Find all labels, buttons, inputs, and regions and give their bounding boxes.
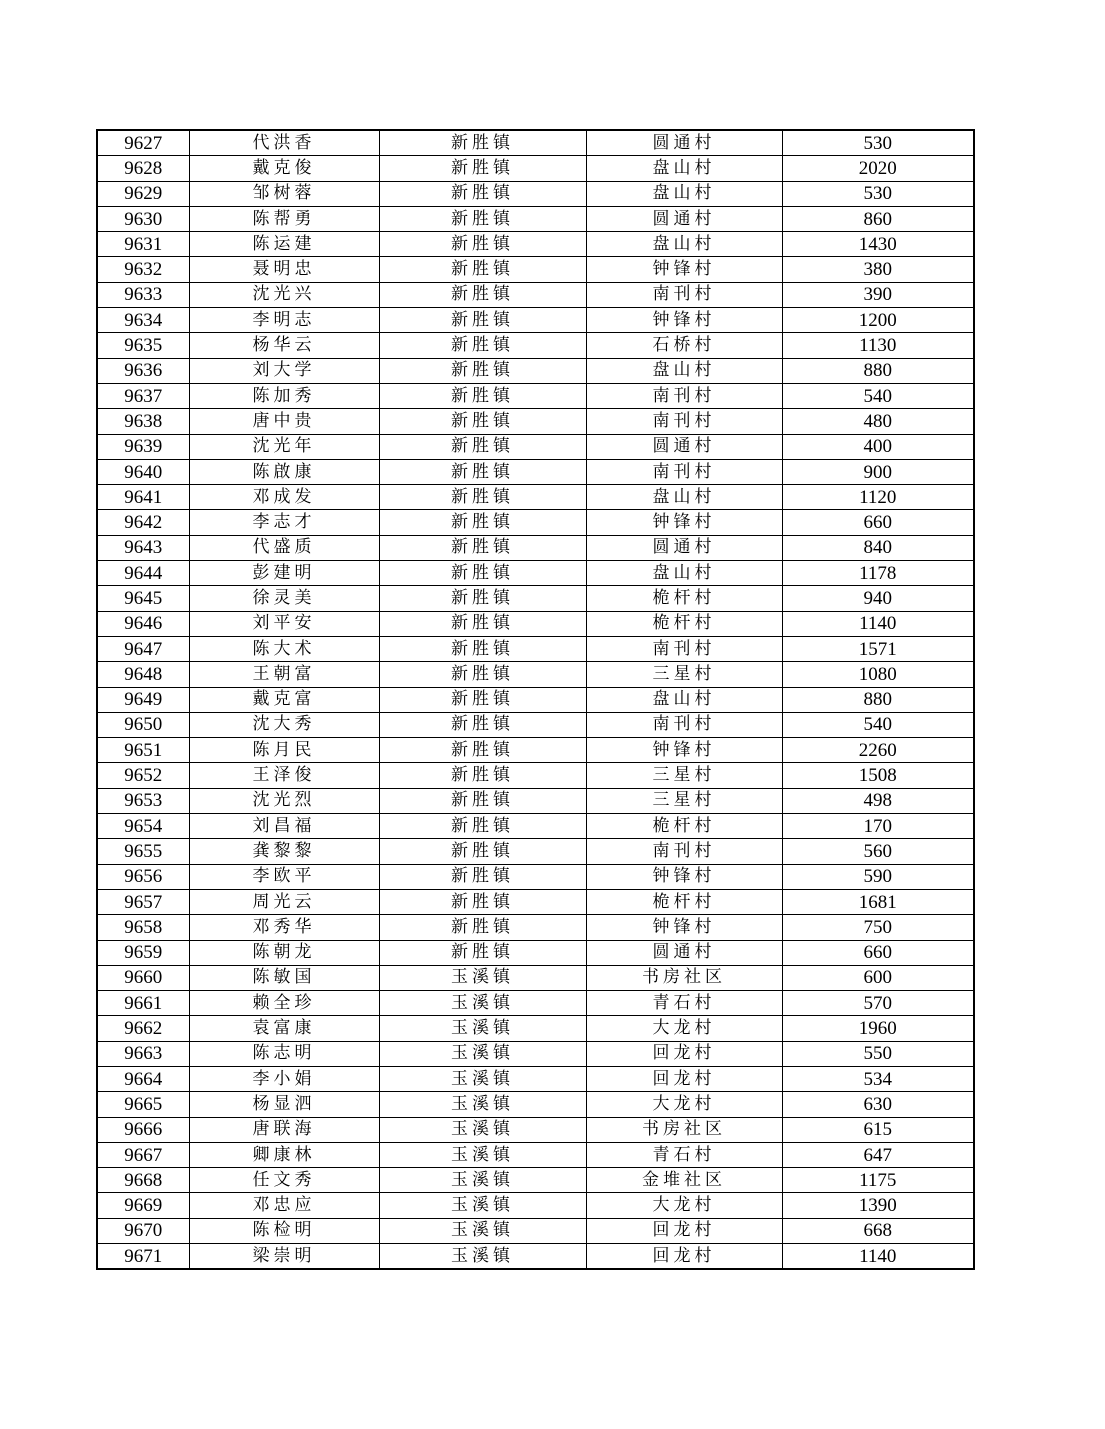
name-cell: 沈光烈	[189, 788, 379, 813]
village-cell: 南刊村	[586, 459, 782, 484]
village-cell: 盘山村	[586, 561, 782, 586]
village-cell: 桅杆村	[586, 889, 782, 914]
name-cell: 唐中贵	[189, 409, 379, 434]
row-id-cell: 9658	[97, 915, 189, 940]
row-id-cell: 9664	[97, 1066, 189, 1091]
name-cell: 王朝富	[189, 662, 379, 687]
row-id-cell: 9669	[97, 1193, 189, 1218]
village-cell: 南刊村	[586, 712, 782, 737]
name-cell: 陈大术	[189, 636, 379, 661]
name-cell: 刘大学	[189, 358, 379, 383]
town-cell: 新胜镇	[379, 206, 586, 231]
village-cell: 桅杆村	[586, 611, 782, 636]
town-cell: 新胜镇	[379, 510, 586, 535]
row-id-cell: 9671	[97, 1244, 189, 1270]
name-cell: 陈啟康	[189, 459, 379, 484]
amount-cell: 615	[782, 1117, 974, 1142]
row-id-cell: 9645	[97, 586, 189, 611]
town-cell: 新胜镇	[379, 333, 586, 358]
name-cell: 周光云	[189, 889, 379, 914]
town-cell: 玉溪镇	[379, 1142, 586, 1167]
village-cell: 回龙村	[586, 1066, 782, 1091]
amount-cell: 880	[782, 358, 974, 383]
table-row	[97, 1168, 974, 1193]
row-id-cell: 9635	[97, 333, 189, 358]
town-cell: 新胜镇	[379, 738, 586, 763]
table-row	[97, 561, 974, 586]
row-id-cell: 9670	[97, 1218, 189, 1243]
amount-cell: 400	[782, 434, 974, 459]
amount-cell: 1681	[782, 889, 974, 914]
village-cell: 青石村	[586, 991, 782, 1016]
name-cell: 彭建明	[189, 561, 379, 586]
table-row	[97, 1117, 974, 1142]
amount-cell: 530	[782, 130, 974, 156]
table-row	[97, 181, 974, 206]
amount-cell: 860	[782, 206, 974, 231]
town-cell: 玉溪镇	[379, 1092, 586, 1117]
village-cell: 回龙村	[586, 1041, 782, 1066]
village-cell: 盘山村	[586, 156, 782, 181]
town-cell: 新胜镇	[379, 662, 586, 687]
table-row	[97, 712, 974, 737]
amount-cell: 600	[782, 965, 974, 990]
row-id-cell: 9651	[97, 738, 189, 763]
name-cell: 代洪香	[189, 130, 379, 156]
table-row	[97, 738, 974, 763]
row-id-cell: 9638	[97, 409, 189, 434]
town-cell: 玉溪镇	[379, 1244, 586, 1270]
row-id-cell: 9634	[97, 308, 189, 333]
town-cell: 玉溪镇	[379, 965, 586, 990]
amount-cell: 1130	[782, 333, 974, 358]
table-row	[97, 130, 974, 156]
amount-cell: 2260	[782, 738, 974, 763]
village-cell: 三星村	[586, 788, 782, 813]
village-cell: 三星村	[586, 763, 782, 788]
amount-cell: 1571	[782, 636, 974, 661]
table-row	[97, 687, 974, 712]
name-cell: 戴克富	[189, 687, 379, 712]
name-cell: 徐灵美	[189, 586, 379, 611]
table-row	[97, 1066, 974, 1091]
village-cell: 三星村	[586, 662, 782, 687]
name-cell: 卿康林	[189, 1142, 379, 1167]
town-cell: 玉溪镇	[379, 991, 586, 1016]
town-cell: 新胜镇	[379, 181, 586, 206]
table-row	[97, 206, 974, 231]
row-id-cell: 9632	[97, 257, 189, 282]
amount-cell: 840	[782, 535, 974, 560]
name-cell: 李志才	[189, 510, 379, 535]
amount-cell: 170	[782, 814, 974, 839]
name-cell: 李欧平	[189, 864, 379, 889]
village-cell: 钟锋村	[586, 864, 782, 889]
village-cell: 钟锋村	[586, 510, 782, 535]
table-row	[97, 1244, 974, 1270]
table-row	[97, 940, 974, 965]
row-id-cell: 9660	[97, 965, 189, 990]
village-cell: 南刊村	[586, 636, 782, 661]
amount-cell: 560	[782, 839, 974, 864]
amount-cell: 660	[782, 510, 974, 535]
name-cell: 袁富康	[189, 1016, 379, 1041]
row-id-cell: 9646	[97, 611, 189, 636]
village-cell: 圆通村	[586, 940, 782, 965]
row-id-cell: 9657	[97, 889, 189, 914]
row-id-cell: 9650	[97, 712, 189, 737]
amount-cell: 900	[782, 459, 974, 484]
table-row	[97, 1218, 974, 1243]
town-cell: 玉溪镇	[379, 1193, 586, 1218]
village-cell: 桅杆村	[586, 586, 782, 611]
amount-cell: 550	[782, 1041, 974, 1066]
town-cell: 玉溪镇	[379, 1218, 586, 1243]
name-cell: 沈大秀	[189, 712, 379, 737]
table-row	[97, 333, 974, 358]
town-cell: 新胜镇	[379, 915, 586, 940]
name-cell: 梁崇明	[189, 1244, 379, 1270]
row-id-cell: 9647	[97, 636, 189, 661]
table-row	[97, 459, 974, 484]
row-id-cell: 9640	[97, 459, 189, 484]
amount-cell: 390	[782, 282, 974, 307]
table-row	[97, 1016, 974, 1041]
amount-cell: 880	[782, 687, 974, 712]
village-cell: 盘山村	[586, 232, 782, 257]
village-cell: 盘山村	[586, 485, 782, 510]
town-cell: 新胜镇	[379, 788, 586, 813]
table-row	[97, 1193, 974, 1218]
town-cell: 新胜镇	[379, 889, 586, 914]
amount-cell: 540	[782, 712, 974, 737]
town-cell: 玉溪镇	[379, 1168, 586, 1193]
town-cell: 新胜镇	[379, 586, 586, 611]
village-cell: 书房社区	[586, 1117, 782, 1142]
table-row	[97, 991, 974, 1016]
town-cell: 新胜镇	[379, 485, 586, 510]
row-id-cell: 9643	[97, 535, 189, 560]
amount-cell: 498	[782, 788, 974, 813]
table-row	[97, 586, 974, 611]
town-cell: 玉溪镇	[379, 1016, 586, 1041]
town-cell: 新胜镇	[379, 409, 586, 434]
row-id-cell: 9631	[97, 232, 189, 257]
town-cell: 新胜镇	[379, 459, 586, 484]
row-id-cell: 9637	[97, 383, 189, 408]
table-row	[97, 535, 974, 560]
name-cell: 刘平安	[189, 611, 379, 636]
name-cell: 邓忠应	[189, 1193, 379, 1218]
row-id-cell: 9653	[97, 788, 189, 813]
town-cell: 新胜镇	[379, 156, 586, 181]
name-cell: 邓秀华	[189, 915, 379, 940]
village-cell: 大龙村	[586, 1193, 782, 1218]
row-id-cell: 9629	[97, 181, 189, 206]
row-id-cell: 9667	[97, 1142, 189, 1167]
name-cell: 任文秀	[189, 1168, 379, 1193]
village-cell: 桅杆村	[586, 814, 782, 839]
village-cell: 南刊村	[586, 383, 782, 408]
town-cell: 新胜镇	[379, 535, 586, 560]
name-cell: 陈敏国	[189, 965, 379, 990]
table-row	[97, 788, 974, 813]
town-cell: 玉溪镇	[379, 1041, 586, 1066]
row-id-cell: 9633	[97, 282, 189, 307]
village-cell: 金堆社区	[586, 1168, 782, 1193]
town-cell: 新胜镇	[379, 383, 586, 408]
town-cell: 新胜镇	[379, 687, 586, 712]
amount-cell: 1175	[782, 1168, 974, 1193]
village-cell: 南刊村	[586, 839, 782, 864]
amount-cell: 534	[782, 1066, 974, 1091]
village-cell: 书房社区	[586, 965, 782, 990]
name-cell: 陈帮勇	[189, 206, 379, 231]
town-cell: 新胜镇	[379, 763, 586, 788]
town-cell: 新胜镇	[379, 864, 586, 889]
table-row	[97, 864, 974, 889]
row-id-cell: 9639	[97, 434, 189, 459]
village-cell: 南刊村	[586, 409, 782, 434]
town-cell: 新胜镇	[379, 232, 586, 257]
row-id-cell: 9649	[97, 687, 189, 712]
amount-cell: 647	[782, 1142, 974, 1167]
name-cell: 陈月民	[189, 738, 379, 763]
town-cell: 新胜镇	[379, 434, 586, 459]
row-id-cell: 9661	[97, 991, 189, 1016]
table-row	[97, 839, 974, 864]
row-id-cell: 9655	[97, 839, 189, 864]
table-row	[97, 358, 974, 383]
amount-cell: 1178	[782, 561, 974, 586]
table-row	[97, 1092, 974, 1117]
name-cell: 陈运建	[189, 232, 379, 257]
town-cell: 新胜镇	[379, 712, 586, 737]
table-row	[97, 510, 974, 535]
amount-cell: 1200	[782, 308, 974, 333]
amount-cell: 1960	[782, 1016, 974, 1041]
row-id-cell: 9665	[97, 1092, 189, 1117]
amount-cell: 540	[782, 383, 974, 408]
amount-cell: 630	[782, 1092, 974, 1117]
village-cell: 石桥村	[586, 333, 782, 358]
amount-cell: 940	[782, 586, 974, 611]
village-cell: 南刊村	[586, 282, 782, 307]
town-cell: 新胜镇	[379, 814, 586, 839]
town-cell: 新胜镇	[379, 636, 586, 661]
amount-cell: 1430	[782, 232, 974, 257]
town-cell: 新胜镇	[379, 940, 586, 965]
roster-table-body	[97, 130, 974, 1269]
row-id-cell: 9642	[97, 510, 189, 535]
town-cell: 新胜镇	[379, 839, 586, 864]
town-cell: 新胜镇	[379, 611, 586, 636]
row-id-cell: 9644	[97, 561, 189, 586]
name-cell: 陈加秀	[189, 383, 379, 408]
name-cell: 杨显泗	[189, 1092, 379, 1117]
village-cell: 圆通村	[586, 434, 782, 459]
amount-cell: 480	[782, 409, 974, 434]
amount-cell: 590	[782, 864, 974, 889]
table-row	[97, 1041, 974, 1066]
amount-cell: 668	[782, 1218, 974, 1243]
row-id-cell: 9668	[97, 1168, 189, 1193]
name-cell: 邓成发	[189, 485, 379, 510]
row-id-cell: 9656	[97, 864, 189, 889]
table-row	[97, 383, 974, 408]
town-cell: 新胜镇	[379, 257, 586, 282]
table-row	[97, 915, 974, 940]
table-row	[97, 308, 974, 333]
table-row	[97, 232, 974, 257]
row-id-cell: 9627	[97, 130, 189, 156]
amount-cell: 1390	[782, 1193, 974, 1218]
table-row	[97, 434, 974, 459]
name-cell: 王泽俊	[189, 763, 379, 788]
name-cell: 陈志明	[189, 1041, 379, 1066]
name-cell: 刘昌福	[189, 814, 379, 839]
amount-cell: 1140	[782, 611, 974, 636]
village-cell: 钟锋村	[586, 308, 782, 333]
name-cell: 沈光年	[189, 434, 379, 459]
village-cell: 盘山村	[586, 358, 782, 383]
village-cell: 圆通村	[586, 535, 782, 560]
village-cell: 回龙村	[586, 1218, 782, 1243]
town-cell: 新胜镇	[379, 561, 586, 586]
town-cell: 新胜镇	[379, 130, 586, 156]
row-id-cell: 9636	[97, 358, 189, 383]
row-id-cell: 9666	[97, 1117, 189, 1142]
table-row	[97, 965, 974, 990]
town-cell: 新胜镇	[379, 282, 586, 307]
table-row	[97, 485, 974, 510]
row-id-cell: 9659	[97, 940, 189, 965]
amount-cell: 1120	[782, 485, 974, 510]
roster-table	[96, 129, 975, 1270]
table-row	[97, 282, 974, 307]
town-cell: 玉溪镇	[379, 1117, 586, 1142]
amount-cell: 1508	[782, 763, 974, 788]
village-cell: 圆通村	[586, 206, 782, 231]
village-cell: 钟锋村	[586, 738, 782, 763]
table-row	[97, 409, 974, 434]
amount-cell: 380	[782, 257, 974, 282]
table-row	[97, 611, 974, 636]
row-id-cell: 9628	[97, 156, 189, 181]
name-cell: 龚黎黎	[189, 839, 379, 864]
name-cell: 聂明忠	[189, 257, 379, 282]
town-cell: 玉溪镇	[379, 1066, 586, 1091]
name-cell: 沈光兴	[189, 282, 379, 307]
name-cell: 邹树蓉	[189, 181, 379, 206]
row-id-cell: 9652	[97, 763, 189, 788]
row-id-cell: 9630	[97, 206, 189, 231]
name-cell: 陈检明	[189, 1218, 379, 1243]
name-cell: 李小娟	[189, 1066, 379, 1091]
amount-cell: 570	[782, 991, 974, 1016]
village-cell: 圆通村	[586, 130, 782, 156]
village-cell: 大龙村	[586, 1016, 782, 1041]
table-row	[97, 257, 974, 282]
village-cell: 盘山村	[586, 687, 782, 712]
name-cell: 李明志	[189, 308, 379, 333]
table-row	[97, 156, 974, 181]
name-cell: 赖全珍	[189, 991, 379, 1016]
row-id-cell: 9663	[97, 1041, 189, 1066]
table-row	[97, 763, 974, 788]
amount-cell: 1080	[782, 662, 974, 687]
name-cell: 陈朝龙	[189, 940, 379, 965]
name-cell: 戴克俊	[189, 156, 379, 181]
town-cell: 新胜镇	[379, 358, 586, 383]
town-cell: 新胜镇	[379, 308, 586, 333]
table-row	[97, 662, 974, 687]
amount-cell: 660	[782, 940, 974, 965]
name-cell: 唐联海	[189, 1117, 379, 1142]
table-row	[97, 636, 974, 661]
village-cell: 钟锋村	[586, 915, 782, 940]
table-row	[97, 889, 974, 914]
name-cell: 杨华云	[189, 333, 379, 358]
amount-cell: 1140	[782, 1244, 974, 1270]
row-id-cell: 9648	[97, 662, 189, 687]
amount-cell: 750	[782, 915, 974, 940]
name-cell: 代盛质	[189, 535, 379, 560]
row-id-cell: 9662	[97, 1016, 189, 1041]
village-cell: 大龙村	[586, 1092, 782, 1117]
village-cell: 回龙村	[586, 1244, 782, 1270]
table-row	[97, 1142, 974, 1167]
table-row	[97, 814, 974, 839]
village-cell: 青石村	[586, 1142, 782, 1167]
village-cell: 钟锋村	[586, 257, 782, 282]
amount-cell: 530	[782, 181, 974, 206]
village-cell: 盘山村	[586, 181, 782, 206]
amount-cell: 2020	[782, 156, 974, 181]
row-id-cell: 9654	[97, 814, 189, 839]
row-id-cell: 9641	[97, 485, 189, 510]
